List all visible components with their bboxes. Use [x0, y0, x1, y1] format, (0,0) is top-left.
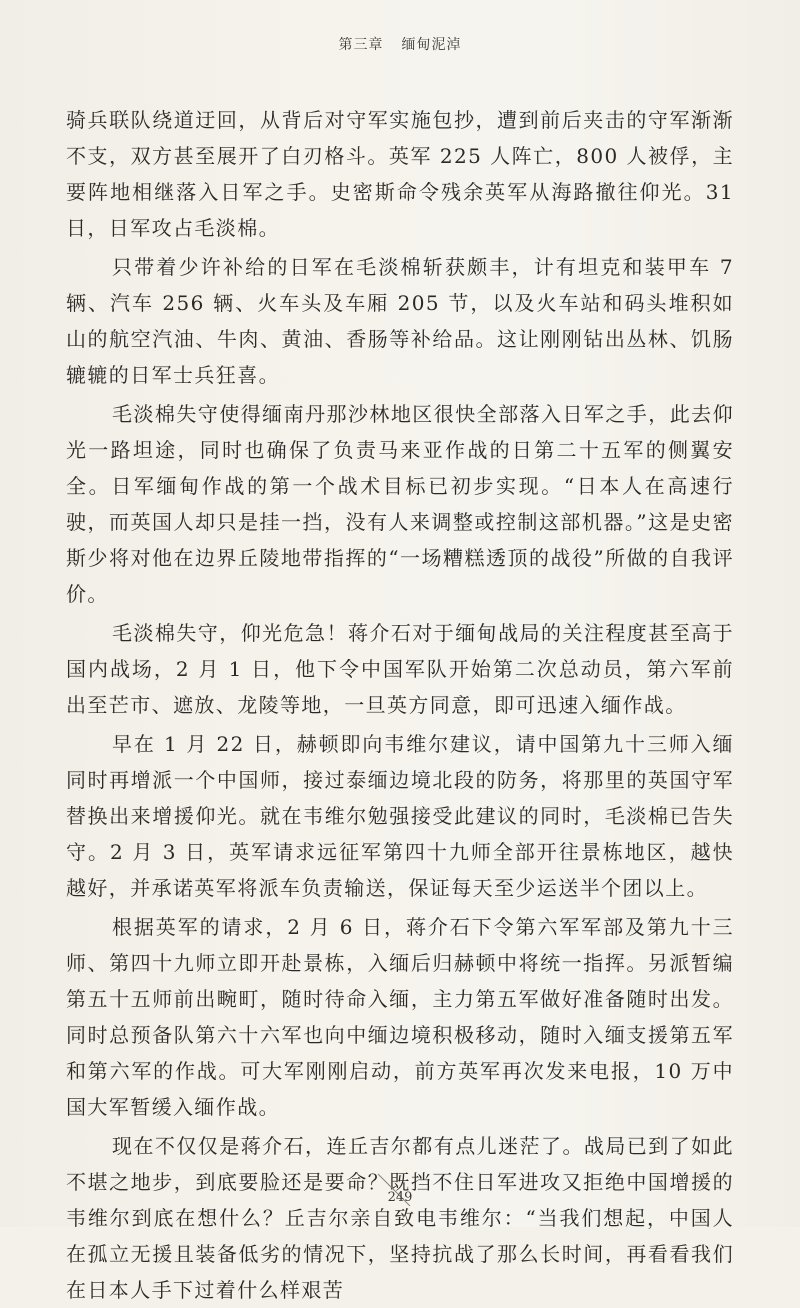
paragraph: 早在 1 月 22 日，赫顿即向韦维尔建议，请中国第九十三师入缅同时再增派一个中国师，接过泰缅边境北段的防务，将那里的英国守军替换出来增援仰光。就在韦维尔勉强接受此建议的同时，毛淡棉已告失守。2 月 3 日，英军请求远征军第四十九师全部开往景栋地区，越快越好，并承诺英军将派车负责输送，保证每天至少运送半个团以上。 [66, 732, 734, 900]
paragraph: 只带着少许补给的日军在毛淡棉斩获颇丰，计有坦克和装甲车 7 辆、汽车 256 辆、火车头及车厢 205 节，以及火车站和码头堆积如山的航空汽油、牛肉、黄油、香肠等补给品。这让刚刚钻出丛林、饥肠辘辘的日军士兵狂喜。 [66, 255, 734, 387]
paragraph: 现在不仅仅是蒋介石，连丘吉尔都有点儿迷茫了。战局已到了如此不堪之地步，到底要脸还是要命？既挡不住日军进攻又拒绝中国增援的韦维尔到底在想什么？丘吉尔亲自致电韦维尔：“当我们想起，中国人在孤立无援且装备低劣的情况下，坚持抗战了那么长时间，再看看我们在日本人手下过着什么样艰苦 [66, 1134, 734, 1302]
paragraph: 毛淡棉失守使得缅南丹那沙林地区很快全部落入日军之手，此去仰光一路坦途，同时也确保了负责马来亚作战的日第二十五军的侧翼安全。日军缅甸作战的第一个战术目标已初步实现。“日本人在高速行驶，而英国人却只是挂一挡，没有人来调整或控制这部机器。”这是史密斯少将对他在边界丘陵地带指挥的“一场糟糕透顶的战役”所做的自我评价。 [66, 402, 734, 606]
chapter-number: 第三章 [338, 37, 384, 53]
body-text [66, 102, 734, 1308]
running-header [0, 34, 800, 54]
paragraph: 骑兵联队绕道迂回，从背后对守军实施包抄，遭到前后夹击的守军渐渐不支，双方甚至展开了白刃格斗。英军 225 人阵亡，800 人被俘，主要阵地相继落入日军之手。史密斯命令残余英军从海路撤往仰光。31 日，日军攻占毛淡棉。 [66, 108, 734, 240]
chapter-title: 缅甸泥淖 [401, 37, 462, 53]
paragraph: 根据英军的请求，2 月 6 日，蒋介石下令第六军军部及第九十三师、第四十九师立即开赴景栋，入缅后归赫顿中将统一指挥。另派暂编第五十五师前出畹町，随时待命入缅，主力第五军做好准备随时出发。同时总预备队第六十六军也向中缅边境积极移动，随时入缅支援第五军和第六军的作战。可大军刚刚启动，前方英军再次发来电报，10 万中国大军暂缓入缅作战。 [66, 915, 734, 1119]
page-number: 249 [387, 1190, 413, 1205]
paragraph: 毛淡棉失守，仰光危急！蒋介石对于缅甸战局的关注程度甚至高于国内战场，2 月 1 日，他下令中国军队开始第二次总动员，第六军前出至芒市、遮放、龙陵等地，一旦英方同意，即可迅速入缅作战。 [66, 621, 734, 717]
